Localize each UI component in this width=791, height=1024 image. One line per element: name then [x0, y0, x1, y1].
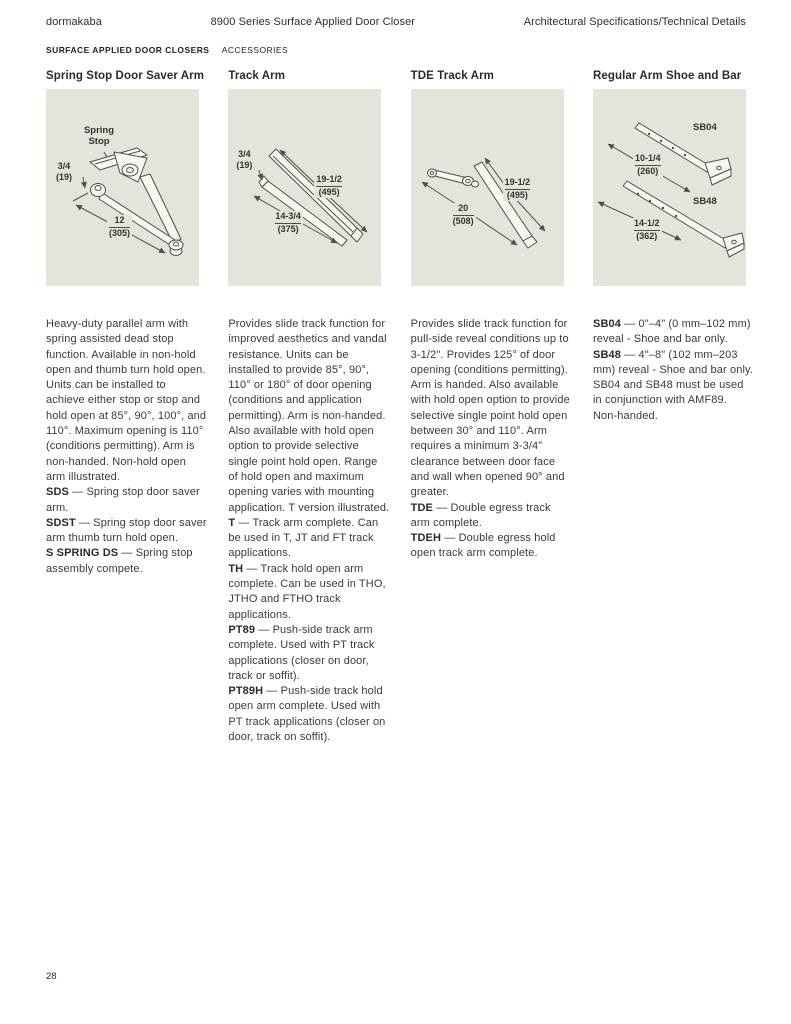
- tde-track-arm-diagram: [411, 89, 564, 286]
- column-title: Regular Arm Shoe and Bar: [592, 70, 742, 82]
- dimension-metric: (508): [452, 216, 474, 226]
- dimension-metric: (19): [236, 160, 253, 170]
- column-title: TDE Track Arm: [410, 70, 494, 82]
- spec-paragraph: TDE — Double egress track arm complete.: [410, 501, 551, 529]
- spec-paragraph: PT89 — Push-side track arm complete. Used with PT track applications (closer on door, track or soffit).: [228, 623, 375, 682]
- shoe-and-bar-drawing: [593, 89, 746, 286]
- dimension-track-length: [314, 174, 344, 198]
- model-code: SDST: [46, 516, 76, 529]
- column-description: [411, 317, 572, 562]
- spec-paragraph: SB48 — 4"–8" (102 mm–203 mm) reveal - Shoe and bar only.: [592, 348, 754, 376]
- dimension-imperial: 12: [109, 215, 130, 228]
- dimension-imperial: 20: [453, 203, 474, 216]
- column-description: [46, 317, 207, 577]
- dimension-imperial: 19-1/2: [316, 174, 342, 187]
- spring-stop-arm-drawing: [46, 89, 199, 286]
- dimension-arm-length: [451, 203, 476, 227]
- column-track-arm: [228, 70, 390, 745]
- model-code: SB04: [592, 318, 621, 330]
- page-number: 28: [46, 971, 57, 982]
- spec-paragraph: S SPRING DS — Spring stop assembly compete.: [46, 547, 193, 575]
- spring-stop-arm-diagram: [46, 89, 199, 286]
- accessory-columns: [46, 70, 754, 745]
- dimension-arm-length: [273, 211, 303, 235]
- subheader: [46, 45, 288, 55]
- part-label-sb04: SB04: [692, 122, 717, 133]
- model-code: PT89: [228, 623, 256, 636]
- dimension-imperial: 14-3/4: [275, 211, 301, 224]
- model-code: SB48: [592, 348, 621, 361]
- dimension-imperial: 14-1/2: [634, 218, 660, 231]
- track-arm-diagram: [228, 89, 381, 286]
- model-code: TDEH: [410, 532, 442, 545]
- shoe-and-bar-diagram: [593, 89, 746, 286]
- dimension-imperial: 10-1/4: [635, 153, 661, 166]
- dimension-metric: (305): [109, 228, 131, 238]
- spec-paragraph: Provides slide track function for improved aesthetics and vandal resistance. Units can be installed to provide 85°, 90°, 110° or 180° of door opening (conditions and application permitting). Arm is non-handed. Also available with hold open option to provide selective single point hold open. Range of hold open and maximum opening varies with mounting application. T version illustrated.: [228, 318, 390, 514]
- dimension-metric: (260): [637, 166, 659, 176]
- dimension-imperial: 19-1/2: [505, 177, 531, 190]
- spec-paragraph: T — Track arm complete. Can be used in T, JT and FT track applications.: [228, 516, 379, 560]
- model-code: TH: [228, 562, 244, 575]
- model-code: PT89H: [228, 685, 264, 698]
- model-code: T: [228, 516, 236, 529]
- column-title: Track Arm: [228, 70, 286, 82]
- tde-track-arm-drawing: [411, 89, 564, 286]
- dimension-metric: (375): [277, 224, 299, 234]
- document-section: Architectural Specifications/Technical Details: [523, 16, 746, 28]
- dimension-arm-length: [107, 215, 132, 239]
- dimension-metric: (19): [56, 172, 73, 182]
- spec-paragraph: TDEH — Double egress hold open track arm complete.: [410, 532, 556, 560]
- column-description: [228, 317, 389, 745]
- dimension-imperial: 3/4: [238, 149, 251, 159]
- column-title: Spring Stop Door Saver Arm: [46, 70, 205, 82]
- dimension-offset: [234, 149, 254, 171]
- track-arm-drawing: [228, 89, 381, 286]
- section-label: SURFACE APPLIED DOOR CLOSERS: [46, 45, 210, 55]
- column-shoe-and-bar: [592, 70, 754, 745]
- dimension-metric: (362): [636, 231, 658, 241]
- dimension-metric: (495): [318, 187, 340, 197]
- spec-paragraph: SDST — Spring stop door saver arm thumb turn hold open.: [46, 516, 207, 545]
- spec-paragraph: TH — Track hold open arm complete. Can be used in THO, JTHO and FTHO track applications.: [228, 562, 386, 621]
- spec-paragraph: SB04 and SB48 must be used in conjunction with AMF89. Non-handed.: [592, 379, 744, 422]
- dimension-imperial: 3/4: [57, 161, 71, 171]
- column-spring-stop: [46, 70, 207, 745]
- spec-paragraph: PT89H — Push-side track hold open arm complete. Used with PT track applications (closer on door, track on soffit).: [228, 685, 386, 744]
- dimension-metric: (495): [506, 190, 528, 200]
- spec-paragraph: SB04 — 0"–4" (0 mm–102 mm) reveal - Shoe and bar only.: [592, 318, 751, 346]
- model-code: SDS: [46, 486, 69, 499]
- spec-paragraph: Heavy-duty parallel arm with spring assisted dead stop function. Available in non-hold open and thumb turn hold open. Units can be installed to achieve either stop or stop and hold open at 85°, 90°, 100°, and 110°. Maximum opening is 110° (conditions permitting). Arm is non-handed. Non-hold open arm illustrated.: [46, 318, 207, 483]
- part-label-sb48: SB48: [692, 196, 717, 207]
- document-title: 8900 Series Surface Applied Door Closer: [210, 16, 416, 28]
- brand-name: dormakaba: [46, 16, 102, 28]
- column-tde-track-arm: [410, 70, 570, 745]
- column-description: [593, 317, 754, 424]
- spec-paragraph: SDS — Spring stop door saver arm.: [46, 486, 200, 514]
- model-code: TDE: [410, 501, 434, 514]
- spring-stop-callout: Spring Stop: [83, 125, 115, 147]
- dimension-sb04-length: [633, 153, 663, 177]
- spec-paragraph: Provides slide track function for pull-side reveal conditions up to 3-1/2". Provides 125° of door opening (conditions permitting). Arm is handed. Also available with hold open option to provide selective single point hold open between 30° and 110°. Arm requires a minimum 3-3/4" clearance between door face and wall when opened 90° and greater.: [410, 318, 570, 499]
- model-code: S SPRING DS: [46, 547, 119, 560]
- page-header: [46, 16, 746, 28]
- subsection-label: ACCESSORIES: [221, 45, 289, 55]
- dimension-offset: [54, 161, 74, 183]
- dimension-track-length: [503, 177, 533, 201]
- dimension-sb48-length: [632, 218, 662, 242]
